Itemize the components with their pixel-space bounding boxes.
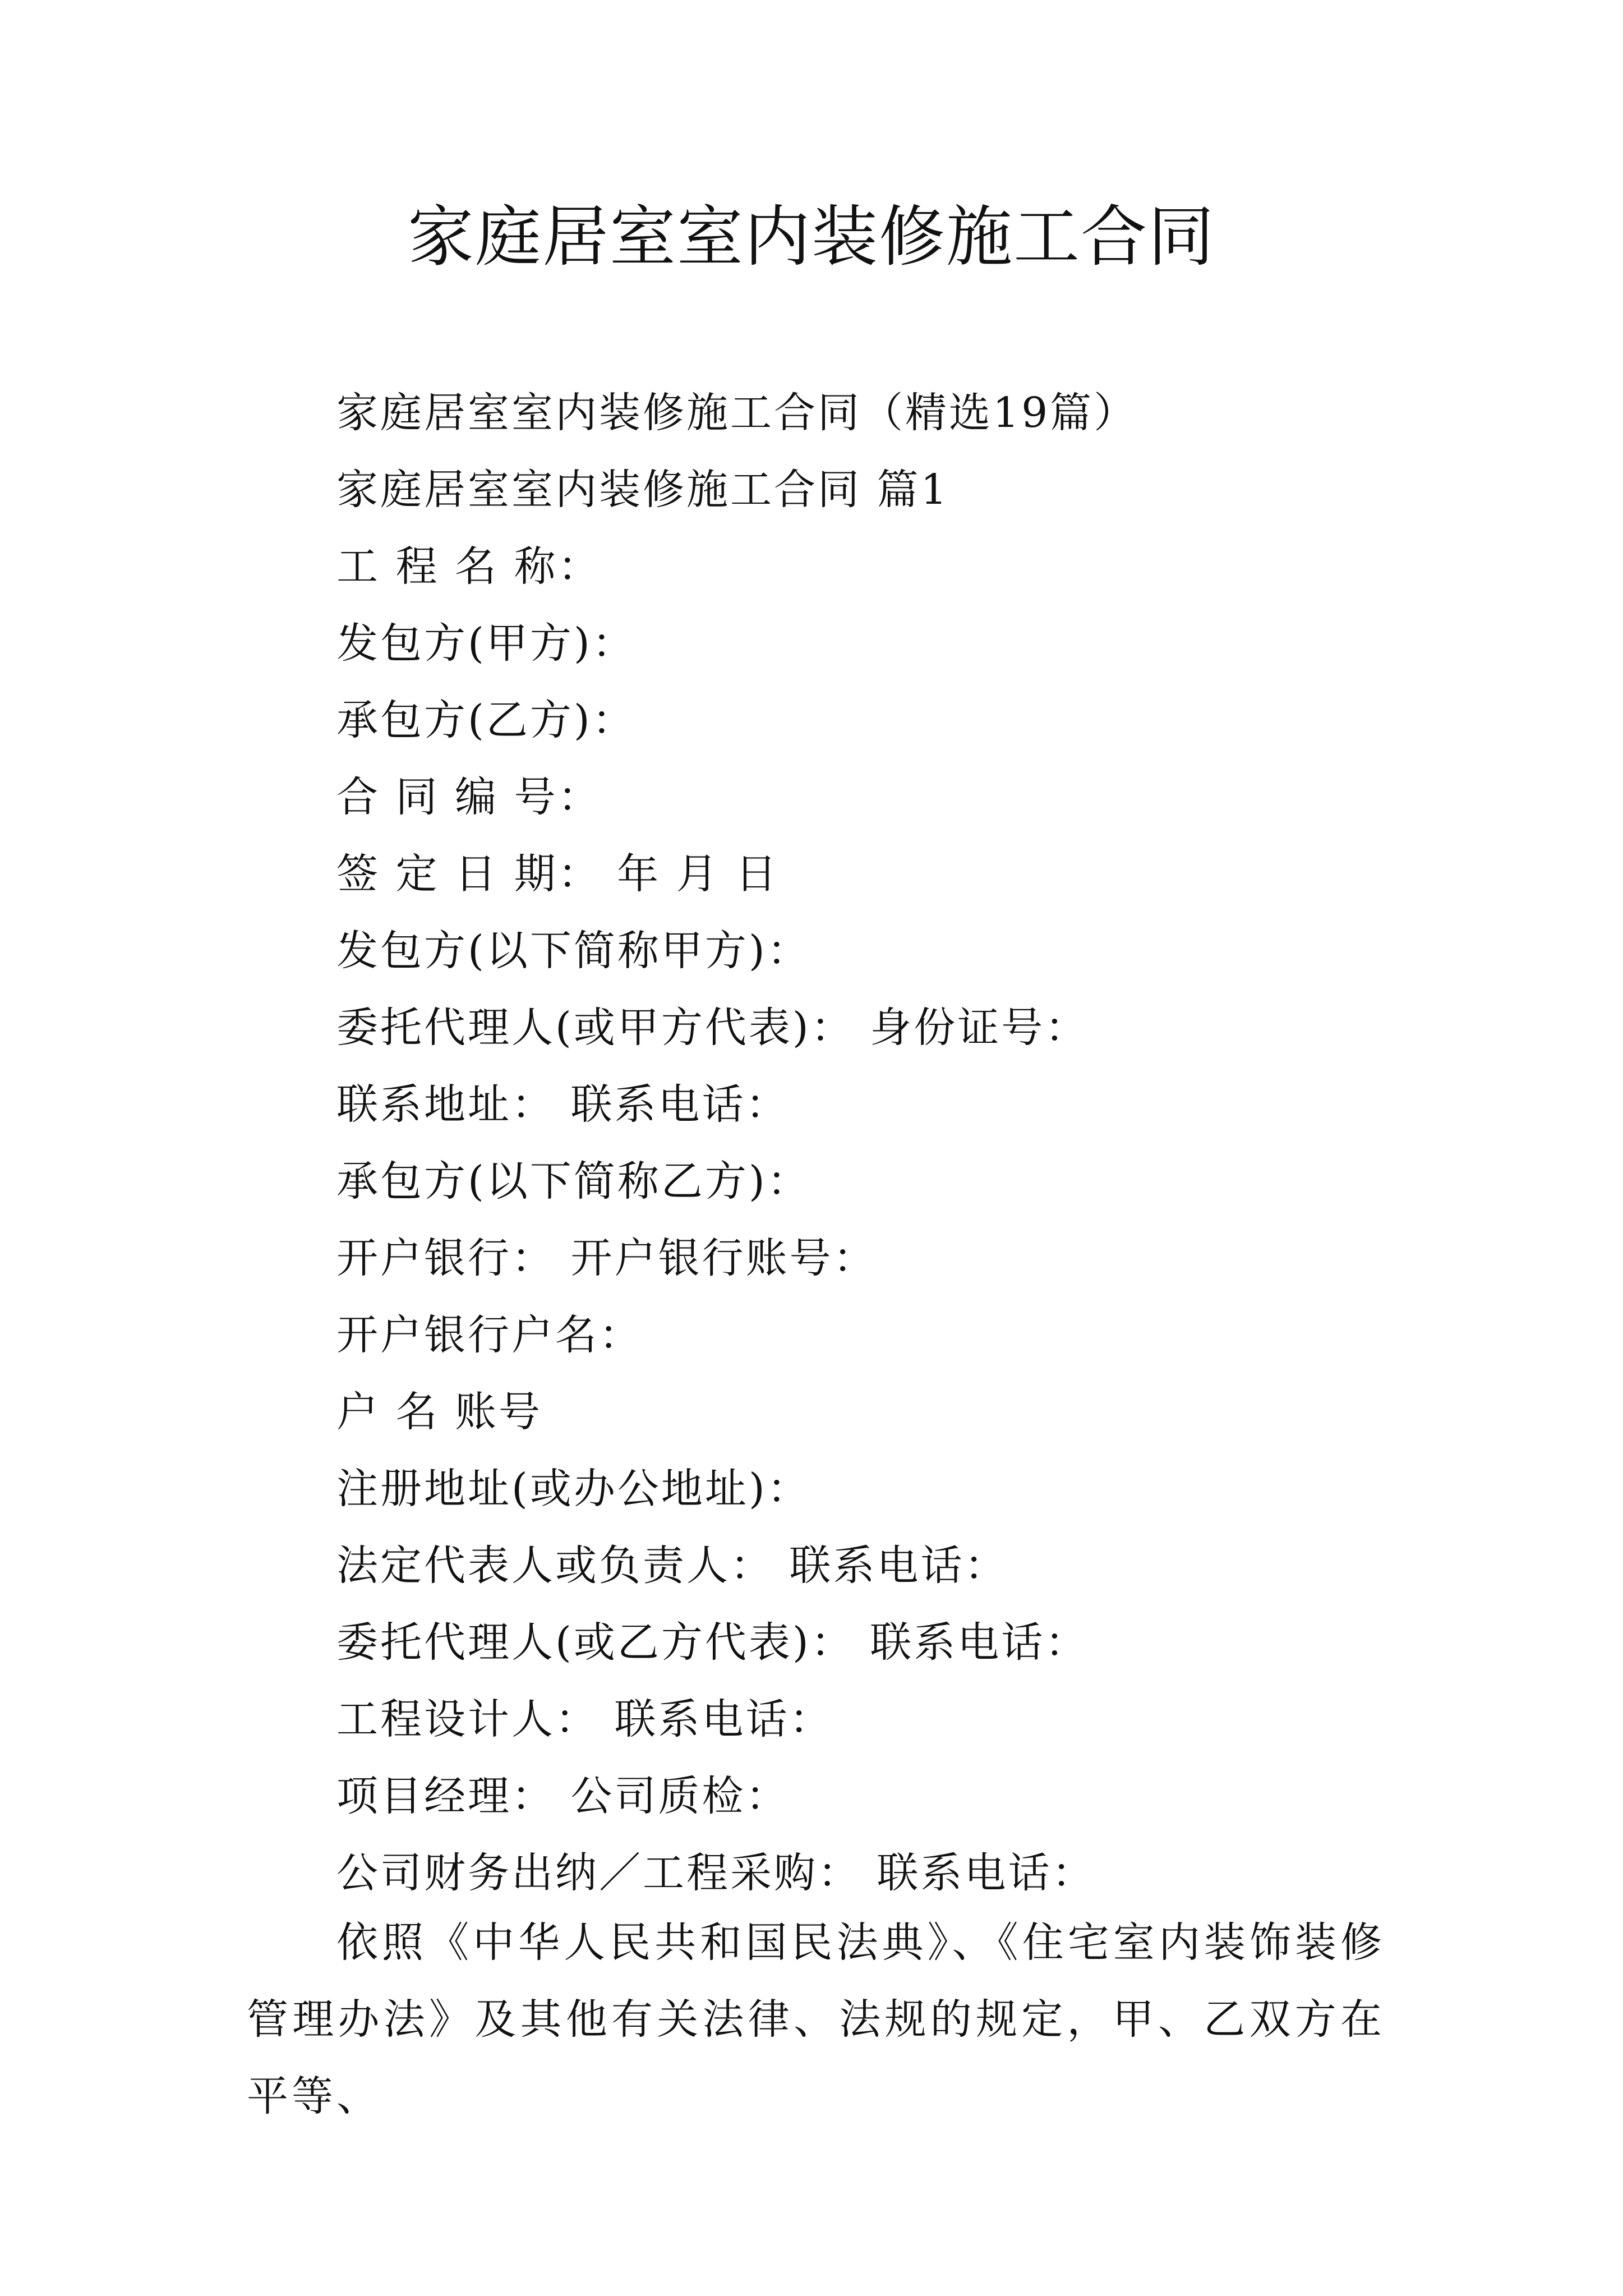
designer-field: 工程设计人： 联系电话： xyxy=(336,1695,833,1743)
bank-account-name-field: 开户银行户名： xyxy=(336,1311,643,1359)
account-field: 户 名 账号 xyxy=(336,1388,543,1436)
contact-address-field: 联系地址： 联系电话： xyxy=(336,1080,790,1129)
document-title: 家庭居室室内装修施工合同 xyxy=(407,198,1215,275)
signing-date-field: 签 定 日 期： 年 月 日 xyxy=(336,850,780,898)
project-manager-field: 项目经理： 公司质检： xyxy=(336,1772,790,1820)
contract-number-field: 合 同 编 号： xyxy=(336,773,602,821)
subtitle-line: 家庭居室室内装修施工合同（精选19篇） xyxy=(336,389,1138,437)
party-b-agent-field: 委托代理人(或乙方代表)： 联系电话： xyxy=(336,1618,1089,1667)
party-a-field: 发包方(甲方)： xyxy=(336,619,636,668)
body-paragraph: 依照《中华人民共和国民法典》、《住宅室内装饰装修管理办法》及其他有关法律、法规的规定，甲、乙双方在平等、 xyxy=(247,1918,1385,2120)
party-a-full-field: 发包方(以下简称甲方)： xyxy=(336,927,811,975)
party-b-full-field: 承包方(以下简称乙方)： xyxy=(336,1157,811,1205)
party-a-agent-field: 委托代理人(或甲方代表)： 身份证号： xyxy=(336,1004,1089,1052)
finance-procurement-field: 公司财务出纳／工程采购： 联系电话： xyxy=(336,1849,1096,1897)
contract-fields xyxy=(336,375,1492,1912)
legal-representative-field: 法定代表人或负责人： 联系电话： xyxy=(336,1542,1008,1590)
party-b-field: 承包方(乙方)： xyxy=(336,696,636,744)
bank-field: 开户银行： 开户银行账号： xyxy=(336,1234,877,1282)
project-name-field: 工 程 名 称： xyxy=(336,542,602,591)
registered-address-field: 注册地址(或办公地址)： xyxy=(336,1465,811,1513)
section-heading: 家庭居室室内装修施工合同 篇1 xyxy=(336,466,949,514)
